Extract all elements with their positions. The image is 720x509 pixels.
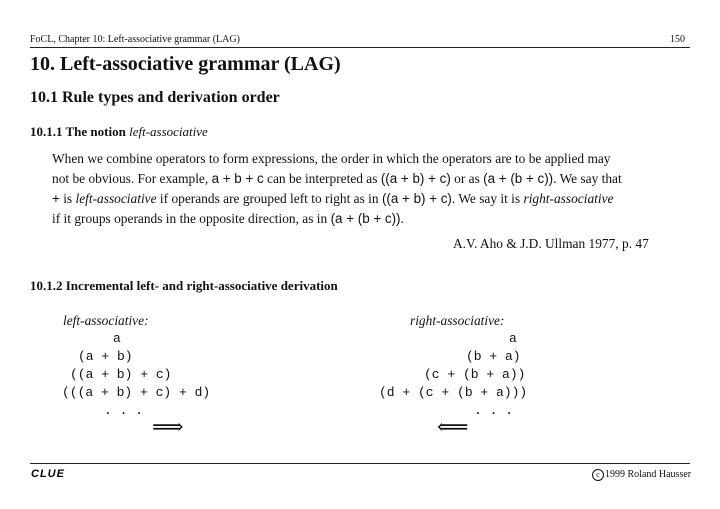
subsection-title-2: 10.1.2 Incremental left- and right-associative derivation xyxy=(30,278,338,293)
left-associative-label: left-associative: xyxy=(63,313,149,328)
left-derivation-line-4: (((a + b) + c) + d) xyxy=(62,385,211,400)
running-header-title: FoCL, Chapter 10: Left-associative grammar (LAG) xyxy=(30,34,240,45)
clue-logo: CLUE xyxy=(31,468,65,480)
quote-line-3: + is left-associative if operands are grouped left to right as in ((a + b) + c). We say it is right-associative xyxy=(52,191,614,206)
section-title: 10.1 Rule types and derivation order xyxy=(30,89,280,106)
copyright-icon: c xyxy=(592,469,604,481)
left-derivation-line-3: ((a + b) + c) xyxy=(70,367,172,382)
right-associative-label: right-associative: xyxy=(410,313,505,328)
copyright-notice: c 1999 Roland Hausser xyxy=(592,469,691,481)
quote-line-2: not be obvious. For example, a + b + c can be interpreted as ((a + b) + c) or as (a + (b + c)). We say that xyxy=(52,171,622,186)
footer-rule xyxy=(30,463,690,464)
quote-line-1: When we combine operators to form expressions, the order in which the operators are to be applied may xyxy=(52,151,611,166)
left-derivation-line-1: a xyxy=(113,331,121,346)
right-double-arrow-icon: ⟹ xyxy=(152,414,184,439)
subsection-title-italic: left-associative xyxy=(129,124,208,139)
subsection-title-1: 10.1.1 The notion left-associative xyxy=(30,124,208,139)
page-number: 150 xyxy=(670,34,685,45)
right-derivation-line-1: a xyxy=(509,331,517,346)
right-derivation-line-2: (b + a) xyxy=(466,349,521,364)
left-derivation-line-2: (a + b) xyxy=(78,349,133,364)
left-double-arrow-icon: ⟸ xyxy=(437,414,469,439)
left-derivation-ellipsis: . . . xyxy=(104,403,144,418)
quote-attribution: A.V. Aho & J.D. Ullman 1977, p. 47 xyxy=(453,236,649,251)
chapter-title: 10. Left-associative grammar (LAG) xyxy=(30,53,341,75)
quote-line-4: if it groups operands in the opposite direction, as in (a + (b + c)). xyxy=(52,211,404,226)
right-derivation-line-4: (d + (c + (b + a))) xyxy=(379,385,528,400)
right-derivation-ellipsis: . . . xyxy=(474,403,514,418)
right-derivation-line-3: (c + (b + a)) xyxy=(424,367,526,382)
header-rule xyxy=(30,47,690,48)
